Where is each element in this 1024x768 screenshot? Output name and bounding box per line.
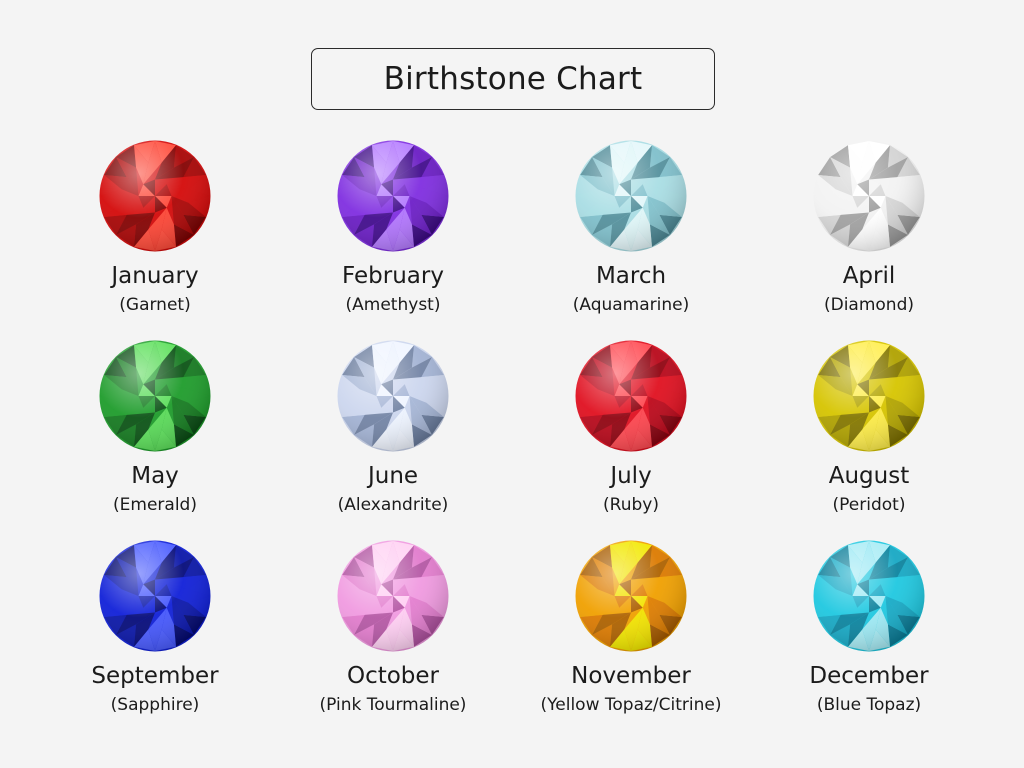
stone-name-label: (Emerald) — [113, 495, 197, 516]
birthstone-cell[interactable] — [36, 140, 274, 340]
gemstone-graphic — [575, 140, 687, 252]
gemstone-graphic — [813, 140, 925, 252]
gemstone-graphic — [337, 540, 449, 652]
gemstone-icon — [813, 540, 925, 652]
gemstone-graphic — [99, 340, 211, 452]
birthstone-cell[interactable] — [750, 540, 988, 740]
stone-name-label: (Amethyst) — [345, 295, 441, 316]
birthstone-cell[interactable] — [36, 340, 274, 540]
birthstone-cell[interactable] — [36, 540, 274, 740]
gemstone-icon — [575, 340, 687, 452]
gemstone-icon — [99, 140, 211, 252]
gemstone-icon — [337, 140, 449, 252]
gemstone-graphic — [813, 340, 925, 452]
gemstone-graphic — [337, 140, 449, 252]
stone-name-label: (Peridot) — [832, 495, 906, 516]
chart-title-box — [311, 48, 715, 110]
gemstone-icon — [575, 140, 687, 252]
stone-name-label: (Blue Topaz) — [816, 695, 922, 716]
birthstone-cell[interactable] — [274, 540, 512, 740]
month-label: October — [346, 663, 440, 689]
birthstone-cell[interactable] — [750, 140, 988, 340]
stone-name-label: (Alexandrite) — [337, 495, 449, 516]
gemstone-graphic — [99, 140, 211, 252]
gemstone-graphic — [575, 540, 687, 652]
gemstone-icon — [813, 140, 925, 252]
stone-name-label: (Diamond) — [823, 295, 915, 316]
month-label: February — [342, 263, 444, 289]
birthstone-cell[interactable] — [512, 340, 750, 540]
month-label: June — [367, 463, 419, 489]
birthstone-cell[interactable] — [274, 140, 512, 340]
stone-name-label: (Pink Tourmaline) — [319, 695, 467, 716]
month-label: March — [595, 263, 667, 289]
month-label: April — [842, 263, 896, 289]
month-label: November — [571, 663, 691, 689]
stone-name-label: (Ruby) — [603, 495, 659, 516]
gemstone-icon — [99, 540, 211, 652]
gemstone-icon — [99, 340, 211, 452]
gemstone-graphic — [99, 540, 211, 652]
month-label: July — [610, 463, 652, 489]
month-label: December — [809, 663, 929, 689]
month-label: January — [111, 263, 199, 289]
birthstone-cell[interactable] — [274, 340, 512, 540]
stone-name-label: (Sapphire) — [110, 695, 200, 716]
gemstone-graphic — [813, 540, 925, 652]
gemstone-graphic — [575, 340, 687, 452]
gemstone-graphic — [337, 340, 449, 452]
stone-name-label: (Yellow Topaz/Citrine) — [540, 695, 722, 716]
birthstone-cell[interactable] — [750, 340, 988, 540]
month-label: August — [828, 463, 910, 489]
stone-name-label: (Garnet) — [119, 295, 191, 316]
stone-name-label: (Aquamarine) — [572, 295, 690, 316]
birthstone-grid — [36, 140, 988, 740]
gemstone-icon — [813, 340, 925, 452]
gemstone-icon — [575, 540, 687, 652]
gemstone-icon — [337, 340, 449, 452]
page-title: Birthstone Chart — [383, 61, 643, 97]
month-label: May — [131, 463, 179, 489]
birthstone-cell[interactable] — [512, 540, 750, 740]
month-label: September — [91, 663, 219, 689]
gemstone-icon — [337, 540, 449, 652]
birthstone-cell[interactable] — [512, 140, 750, 340]
